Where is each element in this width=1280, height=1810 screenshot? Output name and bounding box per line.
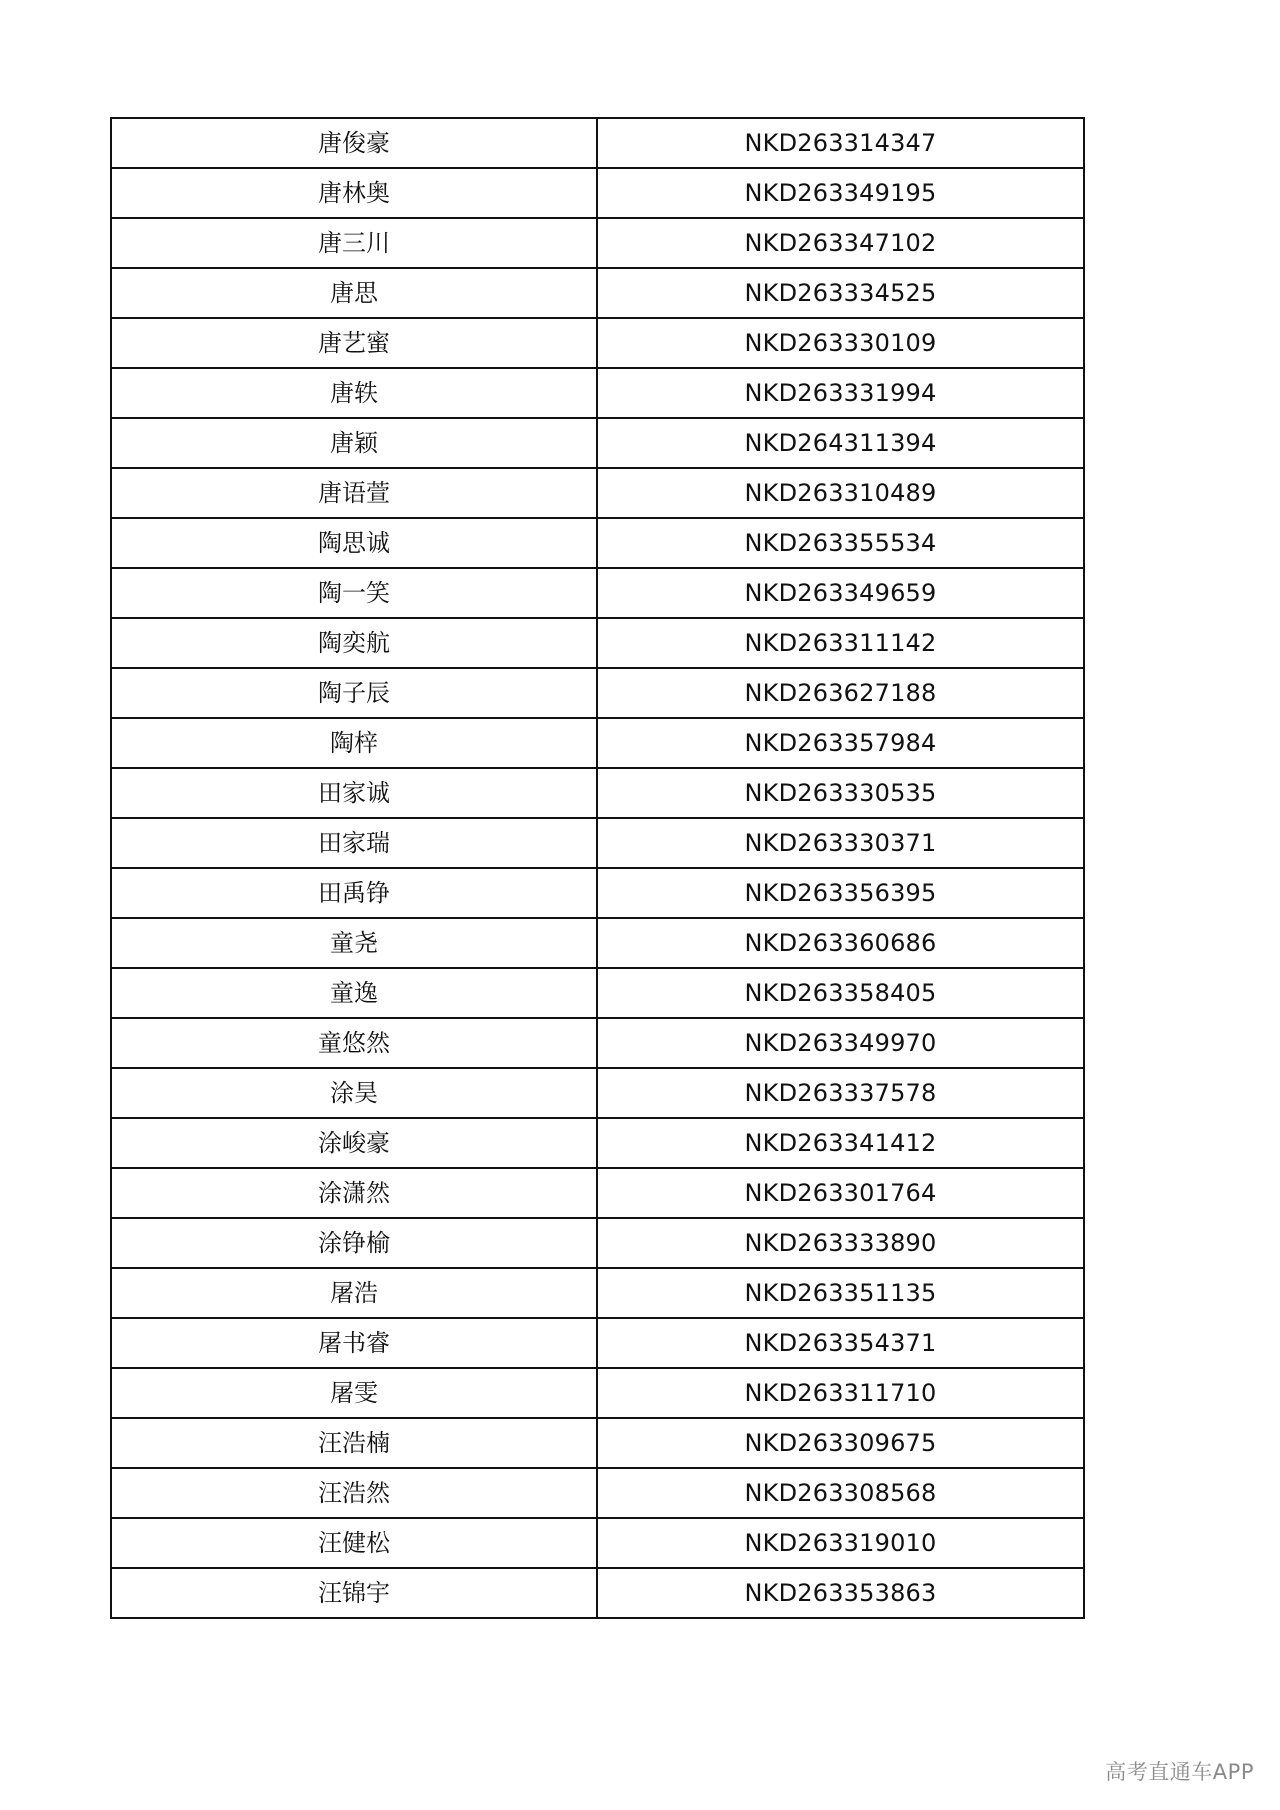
table-row: [111, 1168, 1084, 1218]
table-row: [111, 168, 1084, 218]
name-cell: 涂昊: [111, 1068, 597, 1118]
id-cell: NKD264311394: [597, 418, 1084, 468]
id-cell: NKD263353863: [597, 1568, 1084, 1618]
id-cell: NKD263347102: [597, 218, 1084, 268]
table-row: [111, 268, 1084, 318]
table-row: [111, 318, 1084, 368]
id-cell: NKD263349970: [597, 1018, 1084, 1068]
table-row: [111, 468, 1084, 518]
table-row: [111, 118, 1084, 168]
table-row: [111, 618, 1084, 668]
table-row: [111, 968, 1084, 1018]
table-row: [111, 768, 1084, 818]
name-cell: 陶一笑: [111, 568, 597, 618]
table-row: [111, 1518, 1084, 1568]
name-cell: 唐林奥: [111, 168, 597, 218]
id-cell: NKD263333890: [597, 1218, 1084, 1268]
table-row: [111, 568, 1084, 618]
name-cell: 田禹铮: [111, 868, 597, 918]
name-cell: 汪浩楠: [111, 1418, 597, 1468]
name-cell: 涂峻豪: [111, 1118, 597, 1168]
name-cell: 涂潇然: [111, 1168, 597, 1218]
id-cell: NKD263358405: [597, 968, 1084, 1018]
name-cell: 田家诚: [111, 768, 597, 818]
id-cell: NKD263357984: [597, 718, 1084, 768]
name-cell: 童逸: [111, 968, 597, 1018]
table-row: [111, 668, 1084, 718]
table-row: [111, 368, 1084, 418]
table-row: [111, 1218, 1084, 1268]
name-cell: 陶思诚: [111, 518, 597, 568]
id-cell: NKD263349659: [597, 568, 1084, 618]
id-cell: NKD263331994: [597, 368, 1084, 418]
name-cell: 陶梓: [111, 718, 597, 768]
table-row: [111, 1568, 1084, 1618]
id-cell: NKD263319010: [597, 1518, 1084, 1568]
table-row: [111, 1418, 1084, 1468]
id-cell: NKD263330109: [597, 318, 1084, 368]
name-cell: 唐语萱: [111, 468, 597, 518]
table-row: [111, 918, 1084, 968]
table-row: [111, 818, 1084, 868]
id-cell: NKD263356395: [597, 868, 1084, 918]
id-cell: NKD263310489: [597, 468, 1084, 518]
name-cell: 童尧: [111, 918, 597, 968]
table-row: [111, 1468, 1084, 1518]
id-cell: NKD263351135: [597, 1268, 1084, 1318]
id-cell: NKD263314347: [597, 118, 1084, 168]
name-cell: 陶奕航: [111, 618, 597, 668]
id-cell: NKD263308568: [597, 1468, 1084, 1518]
table-row: [111, 1118, 1084, 1168]
watermark-text: 高考直通车APP: [1105, 1760, 1254, 1784]
table-row: [111, 1268, 1084, 1318]
name-cell: 唐三川: [111, 218, 597, 268]
name-cell: 唐颖: [111, 418, 597, 468]
name-cell: 陶子辰: [111, 668, 597, 718]
id-cell: NKD263337578: [597, 1068, 1084, 1118]
table-row: [111, 1318, 1084, 1368]
name-cell: 汪锦宇: [111, 1568, 597, 1618]
id-cell: NKD263360686: [597, 918, 1084, 968]
id-cell: NKD263311142: [597, 618, 1084, 668]
name-cell: 唐俊豪: [111, 118, 597, 168]
id-cell: NKD263334525: [597, 268, 1084, 318]
id-cell: NKD263341412: [597, 1118, 1084, 1168]
name-cell: 屠浩: [111, 1268, 597, 1318]
table-row: [111, 518, 1084, 568]
id-cell: NKD263349195: [597, 168, 1084, 218]
name-cell: 屠雯: [111, 1368, 597, 1418]
id-cell: NKD263301764: [597, 1168, 1084, 1218]
table-row: [111, 418, 1084, 468]
id-cell: NKD263311710: [597, 1368, 1084, 1418]
id-cell: NKD263354371: [597, 1318, 1084, 1368]
name-cell: 唐艺蜜: [111, 318, 597, 368]
table-row: [111, 1068, 1084, 1118]
table-row: [111, 868, 1084, 918]
table-row: [111, 718, 1084, 768]
name-cell: 童悠然: [111, 1018, 597, 1068]
name-cell: 唐轶: [111, 368, 597, 418]
id-cell: NKD263309675: [597, 1418, 1084, 1468]
name-cell: 汪浩然: [111, 1468, 597, 1518]
id-cell: NKD263355534: [597, 518, 1084, 568]
name-cell: 田家瑞: [111, 818, 597, 868]
name-cell: 涂铮榆: [111, 1218, 597, 1268]
table-row: [111, 1018, 1084, 1068]
table-row: [111, 1368, 1084, 1418]
table-row: [111, 218, 1084, 268]
name-cell: 屠书睿: [111, 1318, 597, 1368]
roster-table-body: [111, 118, 1084, 1618]
id-cell: NKD263330535: [597, 768, 1084, 818]
id-cell: NKD263330371: [597, 818, 1084, 868]
roster-table: [110, 117, 1085, 1619]
name-cell: 唐思: [111, 268, 597, 318]
name-cell: 汪健松: [111, 1518, 597, 1568]
id-cell: NKD263627188: [597, 668, 1084, 718]
